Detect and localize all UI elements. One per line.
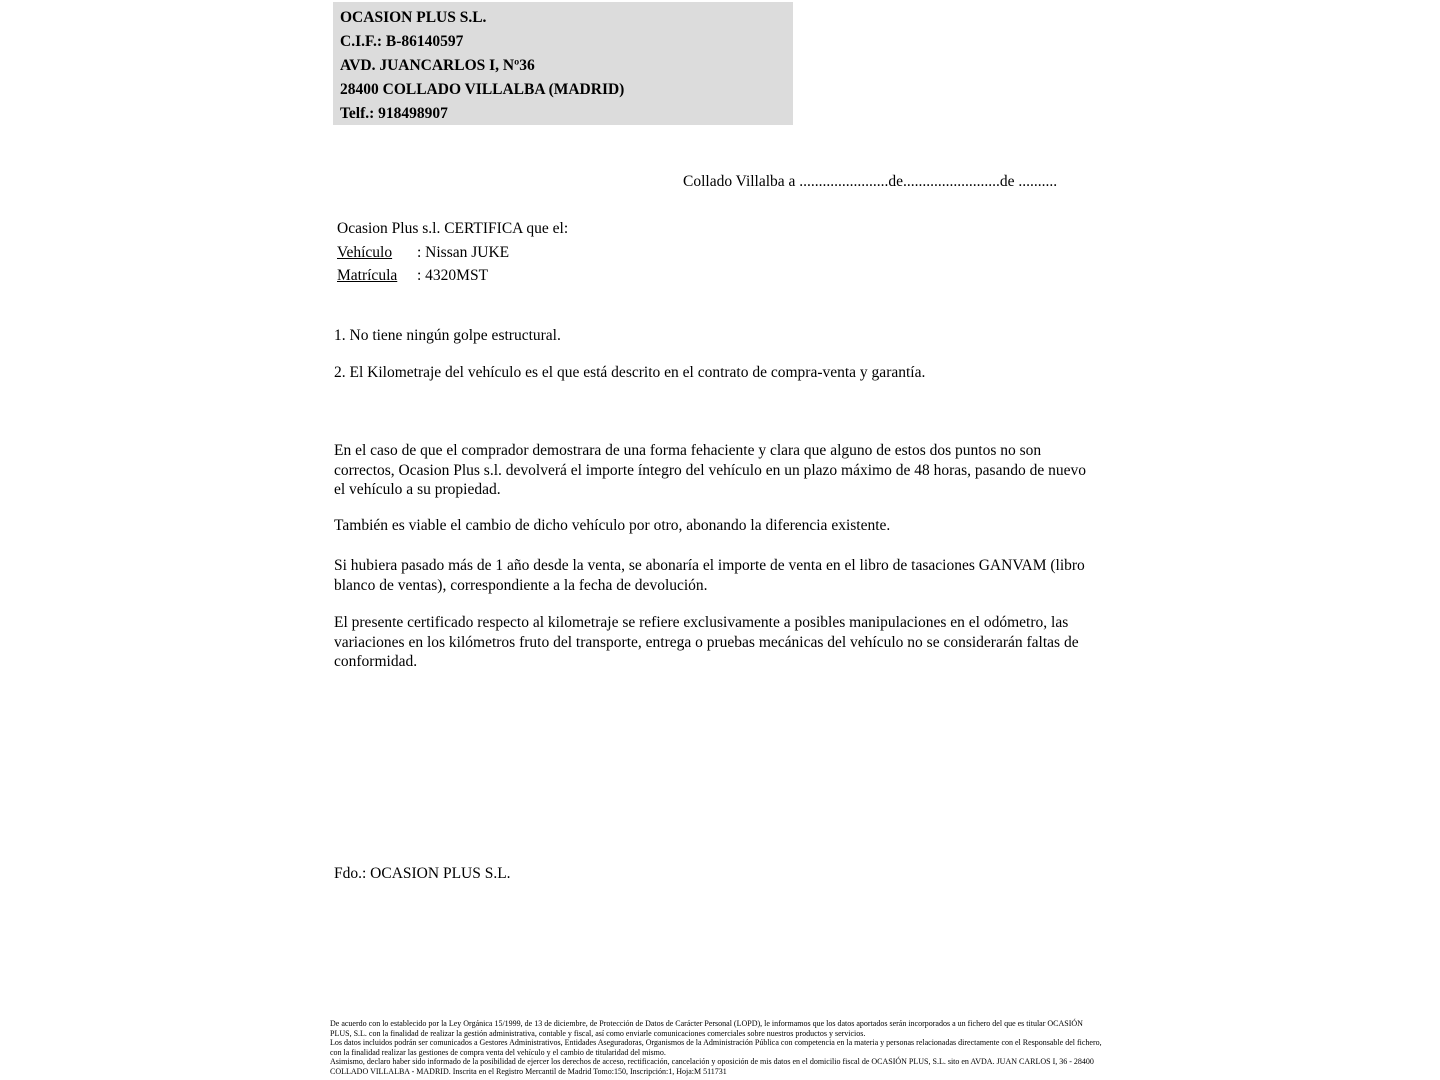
legal-footer [330, 1019, 1102, 1077]
company-city: 28400 COLLADO VILLALBA (MADRID) [340, 81, 625, 98]
company-phone: Telf.: 918498907 [340, 105, 448, 122]
company-address: AVD. JUANCARLOS I, Nº36 [340, 57, 535, 74]
paragraph-ganvam: Si hubiera pasado más de 1 año desde la venta, se abonaría el importe de venta en el libro de tasaciones GANVAM (libro blanco de ventas), correspondiente a la fecha de devolución. [334, 557, 1085, 594]
vehicle-row [337, 241, 568, 265]
paragraph-refund: En el caso de que el comprador demostrara de una forma fehaciente y clara que alguno de estos dos puntos no son correctos, Ocasion Plus s.l. devolverá el importe íntegro del vehículo en un plazo máximo de 48 horas, pasando de nuevo el vehículo a su propiedad. [334, 442, 1086, 498]
plate-value: : 4320MST [417, 267, 489, 284]
certification-block [337, 217, 568, 288]
certifies-line: Ocasion Plus s.l. CERTIFICA que el: [337, 220, 569, 237]
plate-row [337, 264, 568, 288]
company-cif: C.I.F.: B-86140597 [340, 33, 464, 50]
vehicle-label-wrap [337, 241, 417, 265]
plate-label: Matrícula [337, 267, 398, 284]
legal-line-3: Asimismo, declaro haber sido informado de la posibilidad de ejercer los derechos de acceso, rectificación, cancelación y oposición de mis datos en el domicilio fiscal de OCASIÓN PLUS, S.L. sito en AVDA. JUAN CARLOS I, 36 - 28400 COLLADO VILLALBA - MADRID. Inscrita en el Registro Mercantil de Madrid Tomo:150, Inscripción:1, Hoja:M 511731 [330, 1057, 1094, 1076]
signature-line: Fdo.: OCASION PLUS S.L. [334, 865, 511, 882]
plate-label-wrap [337, 264, 417, 288]
date-line: Collado Villalba a .......................de.........................de .......... [683, 173, 1058, 190]
legal-line-1: De acuerdo con lo establecido por la Ley Orgánica 15/1999, de 13 de diciembre, de Protección de Datos de Carácter Personal (LOPD), le informamos que los datos aportados serán incorporados a un fichero del que es titular OCASIÓN PLUS, S.L. con la finalidad de realizar la gestión administrativa, contable y fiscal, así como enviarle comunicaciones comerciales sobre nuestros productos y servicios. [330, 1019, 1083, 1038]
paragraph-exchange: También es viable el cambio de dicho vehículo por otro, abonando la diferencia existente. [334, 517, 891, 534]
clause-1: 1. No tiene ningún golpe estructural. [334, 327, 561, 344]
paragraph-odometer: El presente certificado respecto al kilometraje se refiere exclusivamente a posibles manipulaciones en el odómetro, las variaciones en los kilómetros fruto del transporte, entrega o pruebas mecánicas del vehículo no se considerarán faltas de conformidad. [334, 614, 1079, 670]
vehicle-label: Vehículo [337, 243, 393, 261]
company-name: OCASION PLUS S.L. [340, 9, 487, 26]
vehicle-value: : Nissan JUKE [417, 243, 510, 261]
clause-2: 2. El Kilometraje del vehículo es el que está descrito en el contrato de compra-venta y garantía. [334, 364, 926, 381]
legal-line-2: Los datos incluidos podrán ser comunicados a Gestores Administrativos, Entidades Aseguradoras, Organismos de la Administración Pública con competencia en la materia y personas relacionadas directamente con el Responsable del fichero, con la finalidad realizar las gestiones de compra venta del vehículo y el cambio de titularidad del mismo. [330, 1038, 1102, 1057]
company-header-box [333, 2, 793, 125]
